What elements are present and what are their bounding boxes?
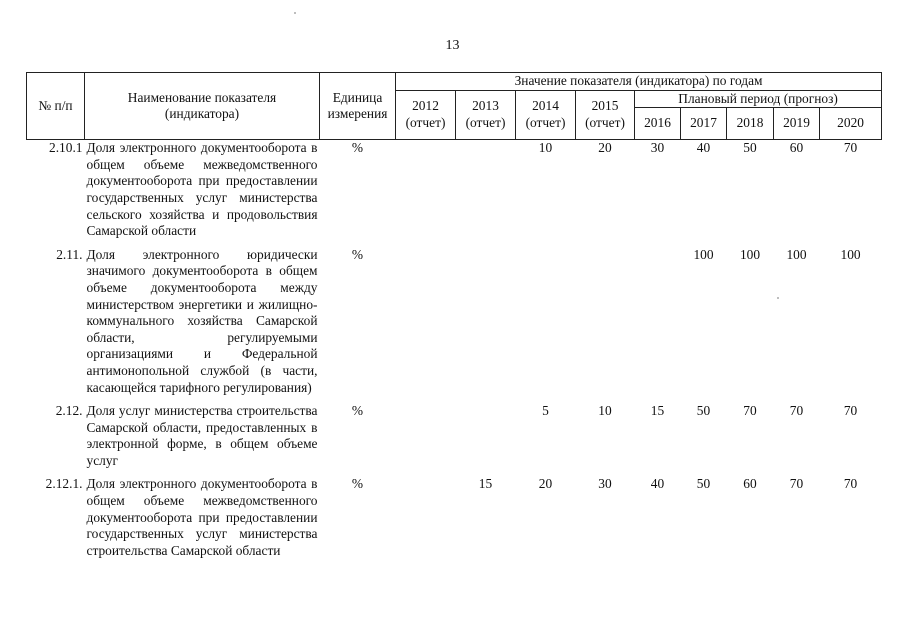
header-year-note: (отчет) (585, 114, 625, 130)
value-2014: 5 (542, 403, 549, 419)
value-2012 (396, 140, 456, 247)
header-year-label: 2014 (532, 98, 559, 114)
value-2017: 100 (693, 246, 714, 262)
unit-cell: % (351, 403, 364, 419)
page-number: 13 (445, 38, 460, 53)
table-row (27, 247, 882, 403)
value-2012 (396, 403, 456, 476)
header-name-line-1: Наименование показателя (127, 89, 277, 105)
value-2013 (456, 403, 516, 476)
value-2013: 15 (478, 476, 493, 492)
value-2020: 70 (843, 140, 858, 156)
indicator-name: Доля услуг министерства строительства Самарской области, предоставленных в электронной форме, в общем объеме услуг (86, 403, 318, 468)
table-row (27, 403, 882, 476)
header-unit-line-2: измерения (327, 106, 388, 122)
scan-speck (294, 12, 296, 14)
row-number: 2.12. (55, 403, 83, 419)
row-number: 2.12.1. (45, 476, 83, 492)
header-year-note: (отчет) (525, 114, 566, 130)
header-name (85, 73, 320, 140)
header-year-label: 2013 (472, 98, 499, 114)
indicator-name: Доля электронного документооборота в общем объеме межведомственного документооборота при предоставлении государственных услуг министерства сельского хозяйства и продовольствия Самарской области (86, 140, 318, 239)
value-2016: 15 (650, 403, 665, 419)
indicator-name: Доля электронного юридически значимого документооборота в общем объеме документооборота между министерством энергетики и жилищно-коммунального хозяйства Самарской области, регулируемыми организациями и Федеральной антимонопольной службой (в части, касающейся тарифного регулирования) (86, 246, 318, 395)
header-year-2014 (516, 90, 576, 140)
table-row (27, 140, 882, 247)
value-2015 (576, 247, 635, 403)
header-year-2013 (456, 90, 516, 140)
value-2014: 20 (538, 476, 553, 492)
value-2020: 70 (843, 403, 858, 419)
value-2012 (396, 247, 456, 403)
value-2019: 100 (786, 246, 807, 262)
header-unit-line-1: Единица (332, 89, 383, 105)
header-unit (320, 73, 396, 140)
value-2018: 50 (743, 140, 757, 156)
header-year-2012 (396, 90, 456, 140)
header-year-2015 (576, 90, 635, 140)
value-2013 (456, 140, 516, 247)
value-2017: 50 (696, 476, 711, 492)
row-number: 2.10.1 (49, 140, 83, 156)
value-2016 (635, 247, 681, 403)
value-2020: 70 (843, 476, 858, 492)
header-year-note: (отчет) (405, 114, 446, 130)
header-year-label: 2012 (412, 98, 439, 114)
indicators-table (26, 72, 882, 566)
value-2013 (456, 247, 516, 403)
header-year-2016: 2016 (635, 108, 681, 140)
value-2020: 100 (840, 246, 861, 262)
header-year-2020: 2020 (820, 108, 882, 140)
indicator-name: Доля электронного документооборота в общем объеме межведомственного документооборота при предоставлении государственных услуг министерства строительства Самарской области (86, 476, 318, 558)
header-year-note: (отчет) (465, 114, 506, 130)
value-2016: 40 (650, 476, 665, 492)
table-body (27, 140, 882, 567)
value-2016: 30 (650, 140, 665, 156)
value-2017: 50 (696, 403, 711, 419)
value-2018: 60 (743, 476, 757, 492)
value-2019: 60 (789, 140, 804, 156)
value-2015: 10 (598, 403, 612, 419)
value-2018: 70 (743, 403, 757, 419)
value-2014 (516, 247, 576, 403)
header-values-by-year: Значение показателя (индикатора) по годам (396, 73, 882, 91)
header-year-2018: 2018 (727, 108, 774, 140)
row-number: 2.11. (56, 246, 83, 262)
value-2018: 100 (739, 246, 761, 262)
unit-cell: % (351, 140, 364, 156)
value-2015: 30 (598, 476, 612, 492)
table-row (27, 476, 882, 566)
table-header (27, 73, 882, 140)
header-plan-period: Плановый период (прогноз) (635, 90, 882, 108)
header-year-2017: 2017 (681, 108, 727, 140)
value-2019: 70 (789, 476, 804, 492)
value-2019: 70 (789, 403, 804, 419)
header-num: № п/п (27, 73, 85, 140)
scan-speck (777, 297, 779, 299)
header-name-line-2: (индикатора) (164, 106, 240, 122)
unit-cell: % (351, 476, 364, 492)
header-year-label: 2015 (591, 98, 619, 114)
value-2012 (396, 476, 456, 566)
value-2015: 20 (598, 140, 612, 156)
value-2017: 40 (696, 140, 711, 156)
value-2014: 10 (538, 140, 553, 156)
unit-cell: % (351, 246, 364, 262)
header-year-2019: 2019 (774, 108, 820, 140)
